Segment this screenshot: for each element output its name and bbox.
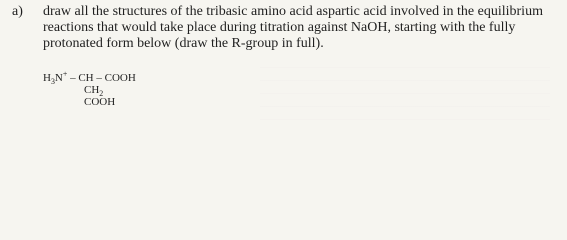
structure-line-1 xyxy=(43,69,136,87)
structure-n-symbol: N xyxy=(54,72,63,84)
structure-ch2-subscript: 2 xyxy=(99,89,104,99)
aspartic-acid-structure xyxy=(43,69,136,108)
structure-ch2-symbol: CH xyxy=(84,84,100,96)
faint-background-text xyxy=(260,60,550,120)
structure-h-symbol: H xyxy=(43,72,51,84)
structure-line-3: COOH xyxy=(84,96,116,108)
question-label: a) xyxy=(12,4,23,19)
question-row xyxy=(12,4,560,52)
question-line-2: reactions that would take place during titration against NaOH, starting with the fully xyxy=(43,20,516,35)
question-line-1: draw all the structures of the tribasic amino acid aspartic acid involved in the equilibrium xyxy=(43,4,543,19)
structure-h-subscript: 3 xyxy=(50,77,55,87)
question-line-3: protonated form below (draw the R-group in full). xyxy=(43,36,324,51)
question-block xyxy=(12,4,560,52)
structure-line-2 xyxy=(84,84,177,99)
question-text xyxy=(43,4,560,52)
structure-backbone-text: – CH – COOH xyxy=(67,72,136,84)
structure-plus-charge: + xyxy=(62,69,68,79)
